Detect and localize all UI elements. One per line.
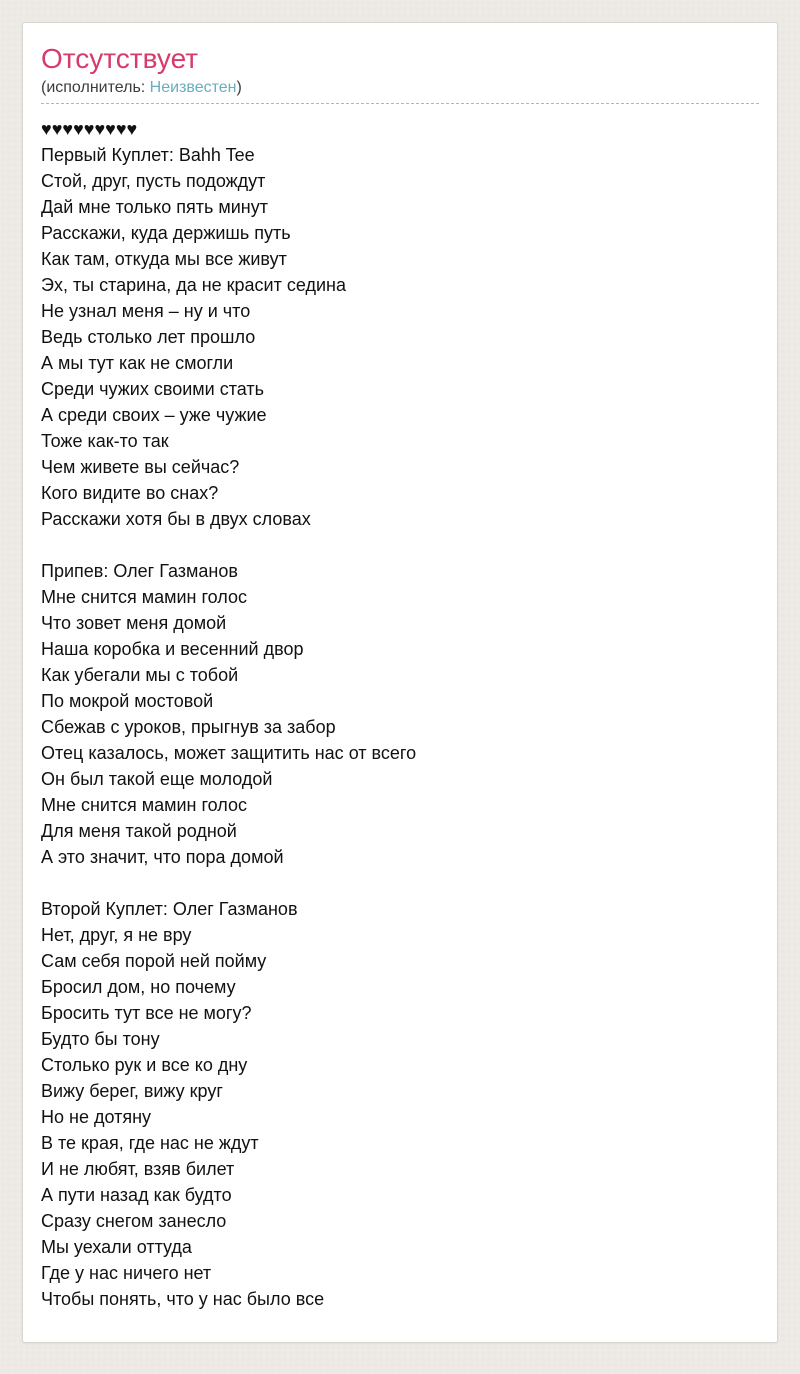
artist-link[interactable]: Неизвестен [149, 79, 237, 96]
lyrics-line: Стой, друг, пусть подождут [41, 171, 266, 191]
lyrics-line [41, 532, 759, 558]
lyrics-line: Мы уехали оттуда [41, 1237, 192, 1257]
lyrics-line: Для меня такой родной [41, 821, 237, 841]
lyrics-line: По мокрой мостовой [41, 691, 214, 711]
lyrics-line: Сам себя порой ней пойму [41, 951, 267, 971]
lyrics-line: Он был такой еще молодой [41, 769, 273, 789]
lyrics-line: Столько рук и все ко дну [41, 1055, 248, 1075]
lyrics-line: Мне снится мамин голос [41, 795, 247, 815]
lyrics-line: Чтобы понять, что у нас было все [41, 1289, 325, 1309]
lyrics-line: Бросил дом, но почему [41, 977, 236, 997]
song-header [41, 43, 759, 104]
lyrics-card [22, 22, 778, 1343]
lyrics-line: Дай мне только пять минут [41, 197, 268, 217]
lyrics-line: И не любят, взяв билет [41, 1159, 235, 1179]
lyrics-line: А пути назад как будто [41, 1185, 232, 1205]
lyrics-block [41, 116, 759, 1312]
lyrics-line: Расскажи, куда держишь путь [41, 223, 291, 243]
lyrics-line: В те края, где нас не ждут [41, 1133, 259, 1153]
page-title: Отсутствует [41, 43, 199, 74]
artist-prefix: (исполнитель: [41, 79, 150, 96]
page-background [0, 22, 800, 1374]
lyrics-line: ♥♥♥♥♥♥♥♥♥ [41, 119, 138, 139]
artist-suffix: ) [236, 79, 242, 96]
lyrics-line: Расскажи хотя бы в двух словах [41, 509, 311, 529]
artist-line [41, 77, 759, 99]
lyrics-line: А среди своих – уже чужие [41, 405, 267, 425]
lyrics-line: Не узнал меня – ну и что [41, 301, 251, 321]
lyrics-line: Мне снится мамин голос [41, 587, 247, 607]
lyrics-line: Нет, друг, я не вру [41, 925, 192, 945]
lyrics-line: Что зовет меня домой [41, 613, 227, 633]
lyrics-line: Припев: Олег Газманов [41, 561, 238, 581]
lyrics-line: Первый Куплет: Bahh Tee [41, 145, 255, 165]
lyrics-line: Эх, ты старина, да не красит седина [41, 275, 346, 295]
lyrics-line: Вижу берег, вижу круг [41, 1081, 223, 1101]
lyrics-line: Второй Куплет: Олег Газманов [41, 899, 298, 919]
lyrics-line: Сбежав с уроков, прыгнув за забор [41, 717, 336, 737]
lyrics-line: Чем живете вы сейчас? [41, 457, 240, 477]
lyrics-line [41, 870, 759, 896]
lyrics-line: Кого видите во снах? [41, 483, 219, 503]
lyrics-line: Как убегали мы с тобой [41, 665, 239, 685]
lyrics-line: Среди чужих своими стать [41, 379, 264, 399]
lyrics-line: Как там, откуда мы все живут [41, 249, 287, 269]
lyrics-line: Бросить тут все не могу? [41, 1003, 252, 1023]
lyrics-line: Наша коробка и весенний двор [41, 639, 304, 659]
lyrics-line: Тоже как-то так [41, 431, 169, 451]
lyrics-line: Будто бы тону [41, 1029, 160, 1049]
lyrics-line: А мы тут как не смогли [41, 353, 234, 373]
lyrics-line: Но не дотяну [41, 1107, 152, 1127]
lyrics-line: Ведь столько лет прошло [41, 327, 256, 347]
lyrics-line: Где у нас ничего нет [41, 1263, 212, 1283]
lyrics-line: Отец казалось, может защитить нас от всего [41, 743, 417, 763]
lyrics-line: А это значит, что пора домой [41, 847, 284, 867]
lyrics-line: Сразу снегом занесло [41, 1211, 227, 1231]
